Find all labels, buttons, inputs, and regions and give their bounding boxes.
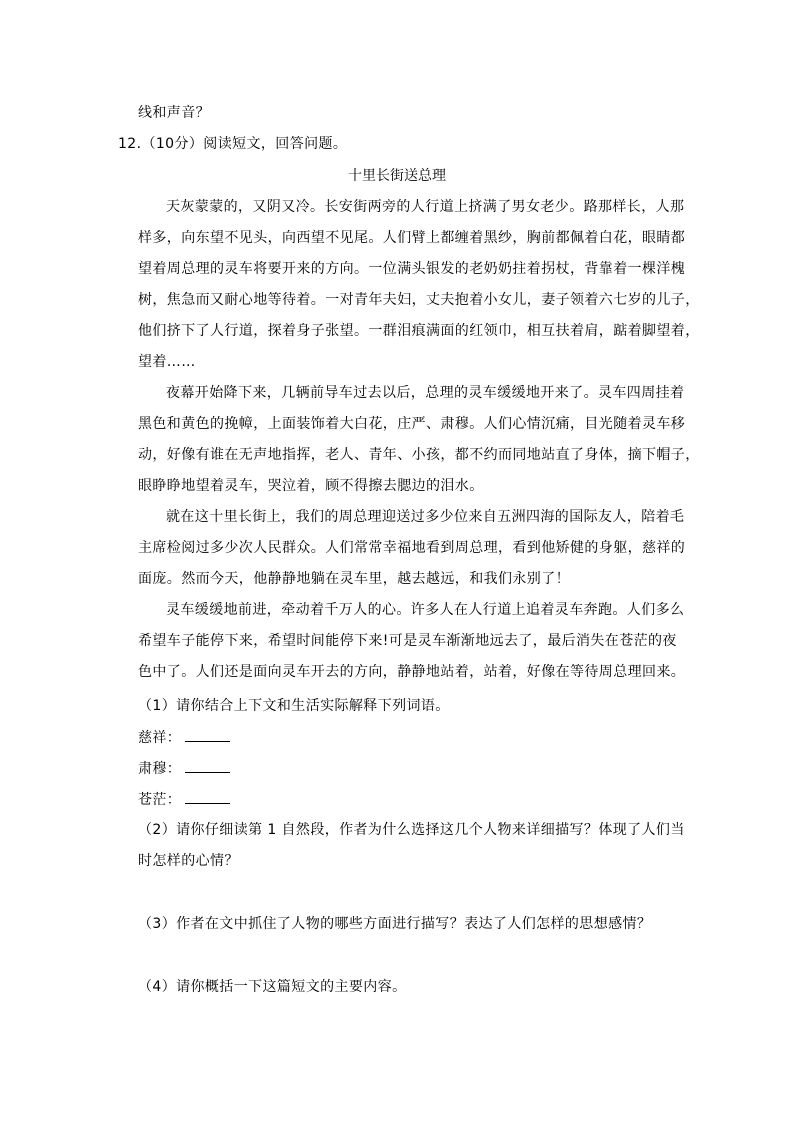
article-line: 他们挤下了人行道，探着身子张望。一群泪痕满面的红领巾，相互扶着肩，踮着脚望着， <box>138 323 700 339</box>
term-label: 苍茫： <box>138 792 182 808</box>
sub-question-2-line-1: （2）请你仔细读第 1 自然段，作者为什么选择这几个人物来详细描写？体现了人们当 <box>138 822 685 838</box>
term-label: 肃穆： <box>138 761 182 777</box>
term-item <box>138 727 230 748</box>
article-line: 望着…… <box>138 354 196 370</box>
article-line: 眼睁睁地望着灵车，哭泣着，顾不得擦去腮边的泪水。 <box>138 478 484 494</box>
article-line: 天灰蒙蒙的，又阴又冷。长安街两旁的人行道上挤满了男女老少。路那样长，人那 <box>166 199 685 215</box>
article-line: 就在这十里长街上，我们的周总理迎送过多少位来自五洲四海的国际友人，陪着毛 <box>166 509 685 525</box>
answer-blank[interactable] <box>185 758 230 773</box>
question-12-header <box>118 134 347 154</box>
article-line: 动，好像有谁在无声地指挥，老人、青年、小孩，都不约而同地站直了身体，摘下帽子， <box>138 447 700 463</box>
article-line: 黑色和黄色的挽幛，上面装饰着大白花，庄严、肃穆。人们心情沉痛，目光随着灵车移 <box>138 416 686 432</box>
term-label: 慈祥： <box>138 730 182 746</box>
article-title: 十里长街送总理 <box>348 168 446 184</box>
article-line: 望着周总理的灵车将要开来的方向。一位满头银发的老奶奶拄着拐杖，背靠着一棵洋槐 <box>138 261 686 277</box>
sub-question-2-line-2: 时怎样的心情？ <box>138 853 239 869</box>
sub-question-3: （3）作者在文中抓住了人物的哪些方面进行描写？表达了人们怎样的思想感情？ <box>138 916 652 932</box>
previous-question-tail: 线和声音？ <box>138 105 210 121</box>
article-line: 夜幕开始降下来，几辆前导车过去以后，总理的灵车缓缓地开来了。灵车四周挂着 <box>166 385 685 401</box>
article-line: 树，焦急而又耐心地等待着。一对青年夫妇，丈夫抱着小女儿，妻子领着六七岁的儿子， <box>138 292 700 308</box>
sub-question-1: （1）请你结合上下文和生活实际解释下列词语。 <box>138 698 450 714</box>
answer-blank[interactable] <box>185 789 230 804</box>
article-line: 希望车子能停下来，希望时间能停下来!可是灵车渐渐地远去了，最后消失在苍茫的夜 <box>138 633 677 649</box>
article-line: 灵车缓缓地前进，牵动着千万人的心。许多人在人行道上追着灵车奔跑。人们多么 <box>166 602 685 618</box>
article-line: 样多，向东望不见头，向西望不见尾。人们臂上都缠着黑纱，胸前都佩着白花，眼睛都 <box>138 230 686 246</box>
article-line: 主席检阅过多少次人民群众。人们常常幸福地看到周总理，看到他矫健的身躯，慈祥的 <box>138 540 686 556</box>
article-line: 色中了。人们还是面向灵车开去的方向，静静地站着，站着，好像在等待周总理回来。 <box>138 664 686 680</box>
question-instruction: 阅读短文，回答问题。 <box>203 136 348 152</box>
answer-blank[interactable] <box>185 727 230 742</box>
article-line: 面庞。然而今天，他静静地躺在灵车里，越去越远，和我们永别了！ <box>138 571 570 587</box>
term-item <box>138 758 230 779</box>
question-number: 12. <box>118 136 142 152</box>
question-score: （10分） <box>141 136 204 152</box>
term-item <box>138 789 230 810</box>
sub-question-4: （4）请你概括一下这篇短文的主要内容。 <box>138 979 407 995</box>
